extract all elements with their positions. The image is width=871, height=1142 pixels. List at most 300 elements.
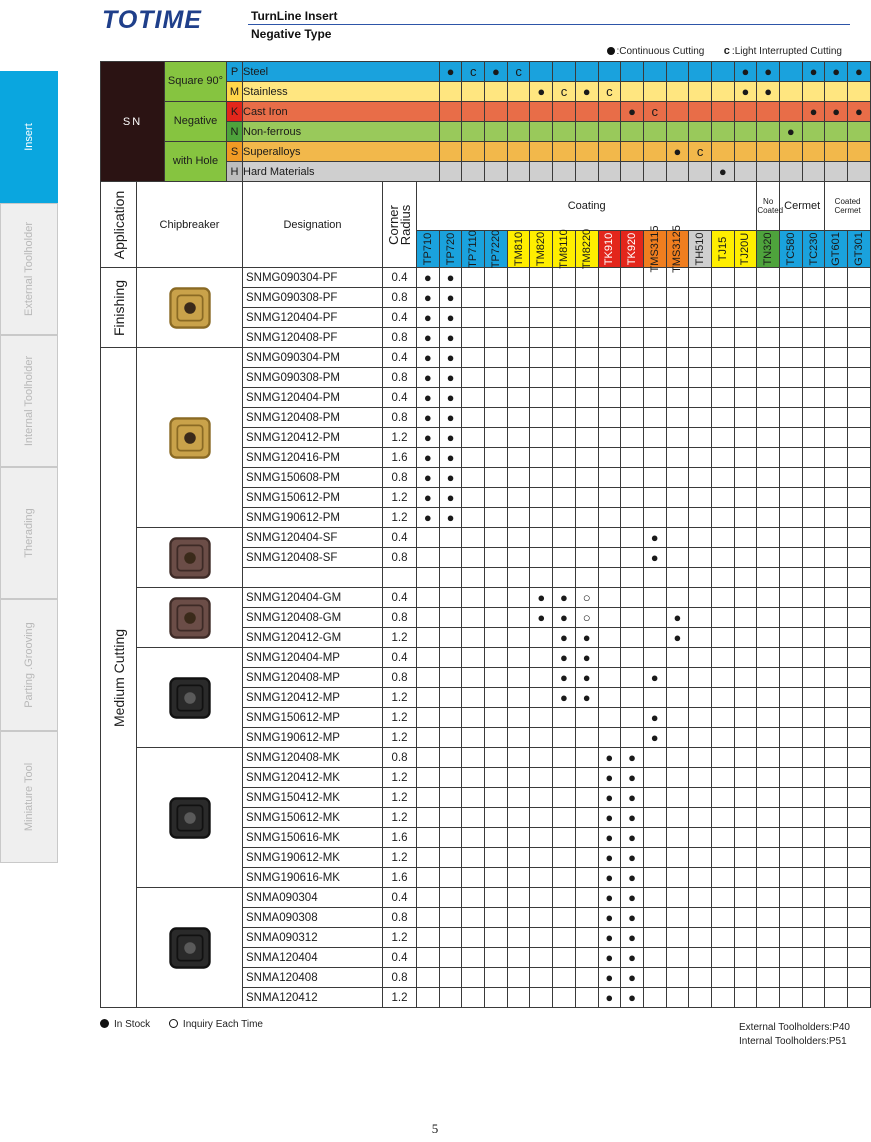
availability-mark [439,588,462,608]
availability-mark [711,468,734,488]
availability-mark [780,588,803,608]
availability-mark [621,468,644,488]
availability-mark [507,268,530,288]
availability-mark [485,568,508,588]
availability-mark: ● [621,988,644,1008]
availability-mark [485,628,508,648]
availability-mark [825,528,848,548]
availability-mark [643,848,666,868]
availability-mark [689,408,712,428]
designation-cell: SNMG120404-PM [243,388,383,408]
availability-mark [666,568,689,588]
material-mark [507,162,530,182]
availability-mark [711,948,734,968]
availability-mark [757,548,780,568]
availability-mark [689,648,712,668]
iso-code: N [227,122,243,142]
availability-mark [689,268,712,288]
availability-mark [553,528,576,548]
corner-radius-cell: 0.8 [383,968,417,988]
availability-mark [643,988,666,1008]
availability-mark [530,748,553,768]
material-mark [711,62,734,82]
availability-mark [802,328,825,348]
availability-mark [689,848,712,868]
material-mark [575,122,598,142]
material-mark [689,122,712,142]
availability-mark [553,828,576,848]
side-tab-parting-grooving[interactable] [0,599,58,731]
availability-mark [802,868,825,888]
availability-mark [643,968,666,988]
availability-mark [439,688,462,708]
availability-mark [780,828,803,848]
availability-mark [825,288,848,308]
availability-mark [689,608,712,628]
availability-mark [553,348,576,368]
availability-mark [666,288,689,308]
availability-mark [734,288,757,308]
grade-header [689,230,712,267]
availability-mark [825,388,848,408]
availability-mark [711,628,734,648]
availability-mark: ● [439,328,462,348]
designation-cell: SNMG120408-PF [243,328,383,348]
availability-mark [553,388,576,408]
availability-mark [598,648,621,668]
availability-mark [553,968,576,988]
availability-mark [802,588,825,608]
side-tab-insert[interactable] [0,71,58,203]
availability-mark: ● [553,668,576,688]
table-row [101,528,871,548]
availability-mark [711,368,734,388]
designation-cell: SNMG120412-MK [243,768,383,788]
availability-mark [734,548,757,568]
availability-mark [507,348,530,368]
availability-mark [757,308,780,328]
designation-cell: SNMA120404 [243,948,383,968]
availability-mark [734,608,757,628]
insert-image-icon [167,285,213,331]
material-mark: ● [439,62,462,82]
material-mark [711,122,734,142]
grade-label: TP7220 [489,229,502,269]
availability-mark: ● [598,908,621,928]
availability-mark [825,848,848,868]
availability-mark [507,408,530,428]
availability-mark [462,308,485,328]
availability-mark [417,608,440,628]
availability-mark [530,968,553,988]
availability-mark [417,968,440,988]
grade-header [417,230,440,267]
availability-mark [734,528,757,548]
corner-radius-header [383,182,417,268]
availability-mark [575,948,598,968]
availability-mark [734,848,757,868]
availability-mark [417,888,440,908]
availability-mark [621,628,644,648]
material-mark [621,62,644,82]
designation-cell: SNMG120404-MP [243,648,383,668]
availability-mark [825,888,848,908]
material-mark [621,82,644,102]
availability-mark [825,308,848,328]
availability-mark: ● [417,388,440,408]
availability-mark [780,468,803,488]
availability-mark [439,788,462,808]
application-header [101,182,137,268]
designation-cell: SNMG150608-PM [243,468,383,488]
availability-mark [802,388,825,408]
material-mark [485,162,508,182]
availability-mark [825,408,848,428]
availability-mark [802,488,825,508]
availability-mark [825,628,848,648]
designation-cell: SNMG150616-MK [243,828,383,848]
insert-image-icon [167,925,213,971]
availability-mark [417,948,440,968]
availability-mark [462,748,485,768]
availability-mark [507,668,530,688]
material-mark [757,102,780,122]
availability-mark: ● [666,608,689,628]
availability-mark [711,648,734,668]
availability-mark [598,308,621,328]
availability-mark [780,668,803,688]
availability-mark [598,688,621,708]
availability-mark [485,768,508,788]
availability-mark [643,628,666,648]
corner-radius-cell: 0.4 [383,648,417,668]
availability-mark [621,568,644,588]
availability-mark [848,348,871,368]
chipbreaker-image [137,528,243,588]
availability-mark [575,268,598,288]
availability-mark: ● [417,428,440,448]
availability-mark [507,328,530,348]
availability-mark: ● [621,888,644,908]
availability-mark [825,728,848,748]
availability-mark [553,328,576,348]
reference-external[interactable]: External Toolholders:P40 [739,1022,850,1033]
availability-mark [439,768,462,788]
availability-mark [439,668,462,688]
availability-mark [802,688,825,708]
corner-radius-cell: 1.2 [383,488,417,508]
availability-mark [462,988,485,1008]
availability-mark: ● [439,268,462,288]
availability-mark [666,668,689,688]
grade-header [485,230,508,267]
availability-mark [666,748,689,768]
availability-mark: ● [417,268,440,288]
chipbreaker-header: Chipbreaker [137,182,243,268]
availability-mark: ● [553,608,576,628]
availability-mark [848,568,871,588]
availability-mark [734,708,757,728]
availability-mark [643,588,666,608]
availability-mark [621,428,644,448]
insert-image-icon [167,675,213,721]
availability-mark [485,548,508,568]
availability-mark [757,768,780,788]
availability-mark [575,508,598,528]
availability-mark [485,448,508,468]
availability-mark [530,888,553,908]
availability-mark [734,988,757,1008]
brand-logo: TOTIME [102,6,202,34]
availability-mark [848,548,871,568]
designation-cell: SNMA120412 [243,988,383,1008]
availability-mark [711,388,734,408]
availability-mark [734,588,757,608]
material-mark: c [553,82,576,102]
availability-mark [825,748,848,768]
availability-mark [575,988,598,1008]
availability-mark [575,968,598,988]
availability-mark [485,528,508,548]
material-mark [780,162,803,182]
side-tab-threading[interactable] [0,467,58,599]
availability-mark [802,648,825,668]
availability-mark [802,968,825,988]
designation-cell: SNMG090308-PF [243,288,383,308]
availability-mark [530,488,553,508]
availability-mark: ● [417,308,440,328]
material-mark [666,162,689,182]
availability-mark [643,288,666,308]
side-tab-external-toolholder[interactable] [0,203,58,335]
grade-label: TM8220 [580,228,593,269]
availability-mark [621,548,644,568]
availability-mark [666,948,689,968]
side-tab-miniature-tool[interactable] [0,731,58,863]
continuous-legend-text: :Continuous Cutting [616,46,705,57]
availability-mark [666,488,689,508]
availability-mark: ● [439,428,462,448]
availability-mark [439,648,462,668]
material-name: Superalloys [243,142,440,162]
availability-mark: ● [598,968,621,988]
availability-mark [802,768,825,788]
designation-cell: SNMA090304 [243,888,383,908]
availability-mark [553,468,576,488]
availability-mark [689,388,712,408]
material-mark: ● [711,162,734,182]
availability-mark [507,368,530,388]
availability-mark: ● [643,708,666,728]
availability-mark [462,928,485,948]
availability-mark [530,648,553,668]
availability-mark [485,348,508,368]
availability-mark [757,708,780,728]
availability-mark: ● [666,628,689,648]
availability-mark [666,728,689,748]
material-mark [553,162,576,182]
material-mark: ● [485,62,508,82]
availability-mark [802,948,825,968]
availability-mark [462,888,485,908]
material-mark [711,142,734,162]
availability-mark [507,968,530,988]
availability-mark [462,508,485,528]
availability-mark: ● [439,368,462,388]
material-mark [757,142,780,162]
material-mark [825,142,848,162]
availability-mark [825,468,848,488]
material-mark [598,142,621,162]
designation-cell: SNMG190612-PM [243,508,383,528]
designation-cell: SNMG120404-GM [243,588,383,608]
series-label: Negative [165,102,227,142]
availability-mark [530,528,553,548]
grade-label: TP720 [444,232,457,266]
availability-mark [621,368,644,388]
availability-mark [530,368,553,388]
availability-mark [485,608,508,628]
availability-mark [507,608,530,628]
availability-mark [462,808,485,828]
availability-mark [780,608,803,628]
availability-mark [598,448,621,468]
availability-mark [780,548,803,568]
availability-mark [825,948,848,968]
material-mark [825,162,848,182]
availability-mark [575,288,598,308]
availability-mark [643,868,666,888]
availability-mark [666,808,689,828]
availability-mark [507,548,530,568]
material-mark [666,82,689,102]
designation-cell: SNMG150612-MK [243,808,383,828]
availability-mark [575,708,598,728]
availability-mark [666,928,689,948]
material-mark [848,82,871,102]
availability-mark [848,468,871,488]
availability-mark [575,868,598,888]
availability-mark [802,748,825,768]
material-mark [530,102,553,122]
availability-mark [643,788,666,808]
availability-mark [757,528,780,548]
availability-mark [802,428,825,448]
material-mark [439,162,462,182]
availability-mark: ● [439,408,462,428]
availability-mark [848,888,871,908]
material-mark [553,62,576,82]
availability-mark [507,508,530,528]
availability-mark: ● [621,948,644,968]
availability-mark [780,708,803,728]
designation-cell: SNMG190612-MP [243,728,383,748]
availability-mark [848,368,871,388]
availability-mark: ● [530,588,553,608]
availability-mark [530,988,553,1008]
cermet-header: Cermet [780,182,825,231]
availability-mark [689,788,712,808]
availability-mark [530,348,553,368]
corner-radius-cell: 0.4 [383,348,417,368]
availability-mark [417,768,440,788]
availability-mark [666,828,689,848]
availability-mark: ● [575,628,598,648]
no-coated-line: No [763,196,774,206]
availability-mark [711,428,734,448]
availability-mark [666,388,689,408]
grade-label: TK920 [626,232,639,266]
material-name: Cast Iron [243,102,440,122]
side-tab-internal-toolholder[interactable] [0,335,58,467]
availability-mark [689,468,712,488]
availability-mark [689,568,712,588]
material-name: Non-ferrous [243,122,440,142]
availability-mark [734,628,757,648]
material-mark [530,162,553,182]
designation-cell: SNMG120404-SF [243,528,383,548]
availability-mark [621,388,644,408]
side-nav [0,71,58,863]
availability-mark [780,508,803,528]
availability-mark [462,868,485,888]
availability-mark [462,328,485,348]
availability-mark [825,868,848,888]
material-mark [825,122,848,142]
table-row [101,748,871,768]
availability-mark [462,568,485,588]
availability-mark [848,488,871,508]
availability-mark [734,768,757,788]
reference-internal[interactable]: Internal Toolholders:P51 [739,1036,847,1047]
material-mark [780,82,803,102]
availability-mark [598,588,621,608]
availability-mark [780,328,803,348]
corner-radius-cell: 1.2 [383,628,417,648]
availability-mark [734,908,757,928]
availability-mark: ● [598,828,621,848]
availability-mark [643,888,666,908]
availability-mark [439,868,462,888]
availability-mark [666,788,689,808]
corner-radius-cell: 1.2 [383,428,417,448]
availability-mark [802,988,825,1008]
material-mark [462,122,485,142]
availability-mark [598,668,621,688]
material-mark [666,122,689,142]
availability-mark [621,448,644,468]
grade-header [598,230,621,267]
availability-mark: ● [417,408,440,428]
availability-mark [621,268,644,288]
material-row [101,102,871,122]
availability-mark [485,668,508,688]
availability-mark [507,648,530,668]
availability-mark [825,488,848,508]
availability-mark [734,668,757,688]
availability-mark [462,948,485,968]
availability-mark [598,268,621,288]
availability-mark [757,928,780,948]
material-mark: c [462,62,485,82]
availability-mark [711,968,734,988]
grade-label: GT301 [852,231,865,266]
availability-mark [689,508,712,528]
coated-cermet-header [825,182,870,231]
availability-mark [802,788,825,808]
availability-mark [848,648,871,668]
material-mark [507,122,530,142]
